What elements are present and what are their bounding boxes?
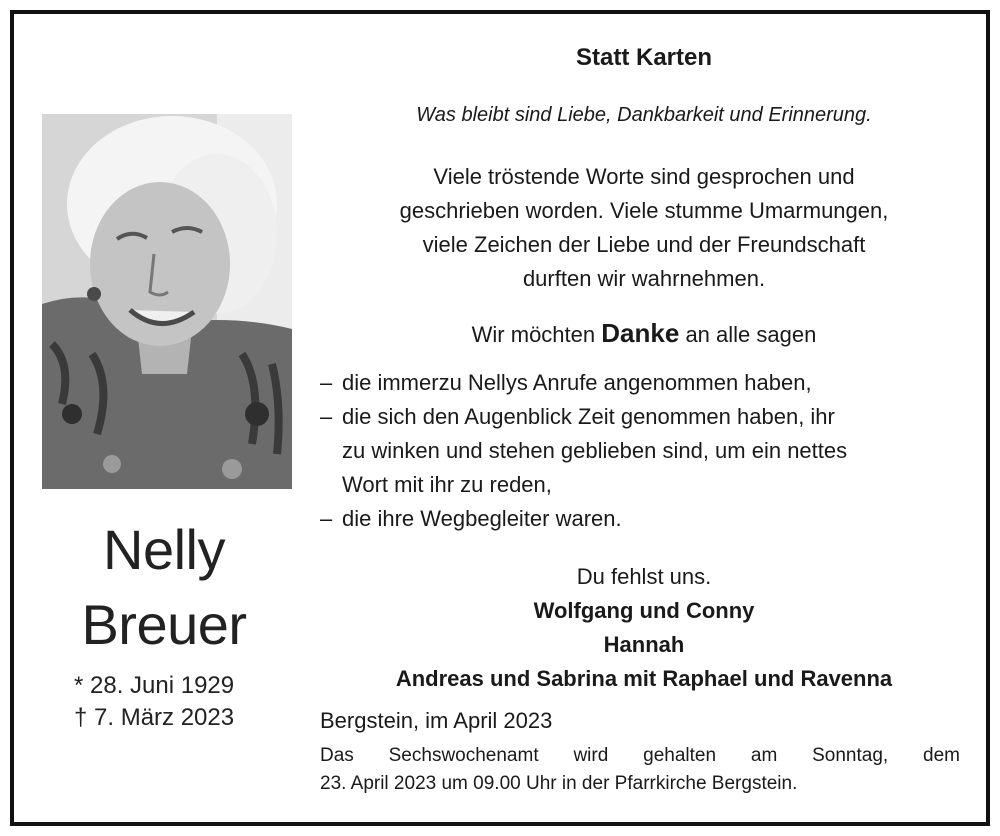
family-line: Andreas und Sabrina mit Raphael und Ravenna	[395, 666, 893, 691]
obituary-card	[10, 10, 990, 826]
first-name: Nelly	[103, 518, 225, 581]
life-dates	[74, 670, 234, 734]
list-item	[320, 400, 960, 502]
right-column	[314, 14, 974, 822]
list-item-line: zu winken und stehen geblieben sind, um ein nettes	[342, 438, 848, 463]
list-item	[320, 366, 960, 400]
list-item-line: die sich den Augenblick Zeit genommen haben, ihr	[342, 404, 835, 429]
list-item-line: die immerzu Nellys Anrufe angenommen haben,	[342, 370, 812, 395]
notice-line: Das Sechswochenamt wird gehalten am Sonntag, dem	[320, 745, 960, 766]
paragraph-line: viele Zeichen der Liebe und der Freundschaft	[422, 232, 866, 257]
left-column	[14, 14, 314, 822]
list-dash: –	[320, 506, 333, 531]
list-item-line: Wort mit ihr zu reden,	[342, 472, 552, 497]
notice-line: 23. April 2023 um 09.00 Uhr in der Pfarrkirche Bergstein.	[320, 773, 798, 794]
thanks-before: Wir möchten	[471, 322, 596, 347]
list-dash: –	[320, 370, 333, 395]
motto: Was bleibt sind Liebe, Dankbarkeit und Erinnerung.	[416, 104, 872, 126]
thanks-after: an alle sagen	[685, 322, 817, 347]
thanks-list	[320, 366, 960, 536]
heading-title: Statt Karten	[575, 44, 713, 71]
paragraph-line: Viele tröstende Worte sind gesprochen und	[433, 164, 855, 189]
list-item	[320, 502, 960, 536]
list-item-line: die ihre Wegbegleiter waren.	[342, 506, 622, 531]
portrait-photo	[42, 114, 292, 489]
family-line: Wolfgang und Conny	[533, 598, 755, 623]
death-date: † 7. März 2023	[74, 704, 235, 731]
birth-date: * 28. Juni 1929	[74, 672, 235, 699]
paragraph-line: geschrieben worden. Viele stumme Umarmungen,	[399, 198, 889, 223]
gratitude-paragraph	[314, 160, 974, 296]
list-dash: –	[320, 404, 333, 429]
closing-block	[314, 560, 974, 696]
last-name: Breuer	[81, 593, 247, 656]
place-date: Bergstein, im April 2023	[320, 708, 553, 733]
thanks-word: Danke	[601, 318, 680, 348]
thanks-line	[314, 318, 974, 349]
family-line: Hannah	[603, 632, 685, 657]
portrait-image	[42, 114, 292, 489]
paragraph-line: durften wir wahrnehmen.	[522, 266, 766, 291]
mass-notice	[320, 742, 960, 798]
missing-line: Du fehlst uns.	[576, 564, 712, 589]
